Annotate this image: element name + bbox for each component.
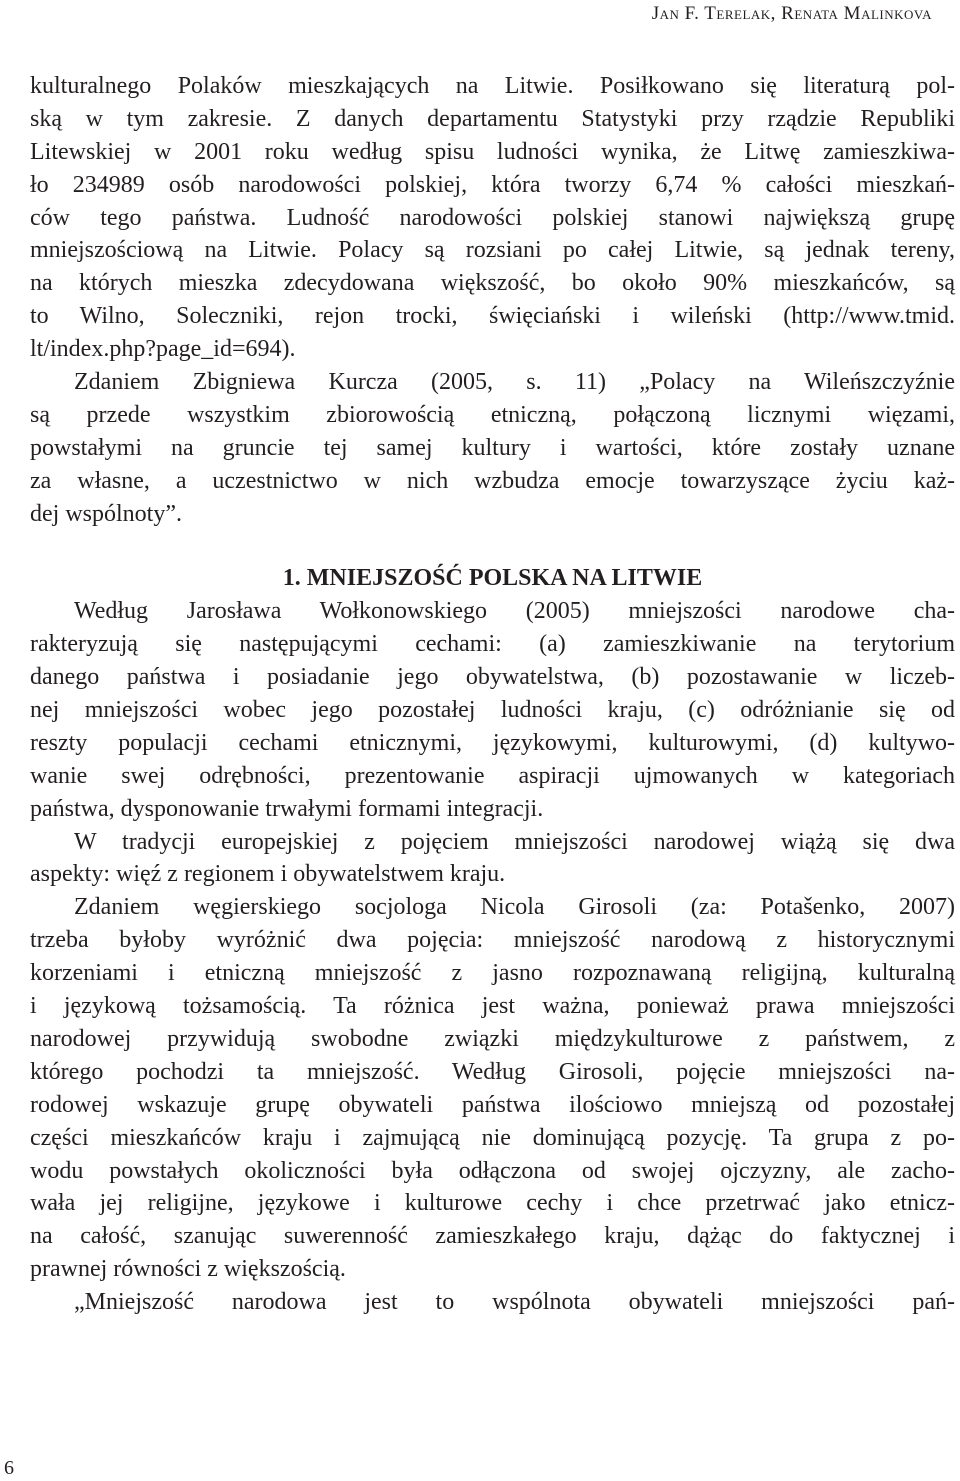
text-line: wanie swej odrębności, prezentowanie aspiracji ujmowanych w kategoriach (30, 762, 955, 789)
text-line: na całość, szanując suwerenność zamieszkałego kraju, dążąc do faktycznej i (30, 1223, 955, 1250)
text-line: za własne, a uczestnictwo w nich wzbudza emocje towarzyszące życiu każ- (30, 467, 955, 494)
text-line: rakteryzują się następującymi cechami: (a) zamieszkiwanie na terytorium (30, 631, 955, 658)
text-line: wała jej religijne, językowe i kulturowe cechy i chce przetrwać jako etnicz- (30, 1190, 955, 1217)
text-line: „Mniejszość narodowa jest to wspólnota obywateli mniejszości pań- (74, 1289, 955, 1316)
body-text (30, 70, 955, 1319)
text-line: wodu powstałych okoliczności była odłączona od swojej ojczyzny, ale zacho- (30, 1157, 955, 1184)
running-head: Jan F. Terelak, Renata Malinkova (651, 3, 932, 24)
text-line: narodowej przywidują swobodne związki międzykulturowe z państwem, z (30, 1025, 955, 1052)
text-line: danego państwa i posiadanie jego obywatelstwa, (b) pozostawanie w liczeb- (30, 664, 955, 691)
text-line: Litewskiej w 2001 roku według spisu ludności wynika, że Litwę zamieszkiwa- (30, 138, 955, 165)
text-line: prawnej równości z większością. (30, 1256, 346, 1283)
text-line: kulturalnego Polaków mieszkających na Litwie. Posiłkowano się literaturą pol- (30, 73, 955, 99)
text-line: rodowej wskazuje grupę obywateli państwa ilościowo mniejszą od pozostałej (30, 1091, 955, 1118)
paragraph-3 (30, 595, 955, 825)
text-line: powstałymi na gruncie tej samej kultury i wartości, które zostały uznane (30, 434, 955, 461)
paragraph-1 (30, 70, 955, 366)
text-line: trzeba byłoby wyróżnić dwa pojęcia: mniejszość narodową z historycznymi (30, 927, 955, 954)
heading-spacer (30, 530, 955, 562)
text-line: dej wspólnoty”. (30, 500, 182, 527)
text-line: państwa, dysponowanie trwałymi formami integracji. (30, 795, 544, 822)
section-heading: 1. MNIEJSZOŚĆ POLSKA NA LITWIE (282, 565, 703, 592)
text-line: Zdaniem węgierskiego socjologa Nicola Girosoli (za: Potašenko, 2007) (74, 894, 955, 921)
text-line: ców tego państwa. Ludność narodowości polskiej stanowi największą grupę (30, 204, 955, 231)
text-line: na których mieszka zdecydowana większość, bo około 90% mieszkańców, są (30, 270, 955, 297)
text-line: którego pochodzi ta mniejszość. Według Girosoli, pojęcie mniejszości na- (30, 1058, 955, 1085)
paragraph-5 (30, 891, 955, 1286)
paragraph-4 (30, 826, 955, 892)
text-line: aspekty: więź z regionem i obywatelstwem kraju. (30, 861, 506, 888)
text-line: reszty populacji cechami etnicznymi, językowymi, kulturowymi, (d) kultywo- (30, 729, 955, 756)
text-line: nej mniejszości wobec jego pozostałej ludności kraju, (c) odróżnianie się od (30, 697, 955, 724)
text-line: ską w tym zakresie. Z danych departamentu Statystyki przy rządzie Republiki (30, 105, 955, 132)
text-line: mniejszościową na Litwie. Polacy są rozsiani po całej Litwie, są jednak tereny, (30, 237, 955, 264)
text-line: korzeniami i etniczną mniejszość z jasno rozpoznawaną religijną, kulturalną (30, 960, 955, 987)
text-line: części mieszkańców kraju i zajmującą nie dominującą pozycję. Ta grupa z po- (30, 1124, 955, 1151)
text-line: Zdaniem Zbigniewa Kurcza (2005, s. 11) „Polacy na Wileńszczyźnie (74, 369, 955, 396)
text-line: lt/index.php?page_id=694). (30, 336, 296, 363)
paragraph-6 (30, 1286, 955, 1319)
text-line: W tradycji europejskiej z pojęciem mniejszości narodowej wiążą się dwa (74, 828, 955, 855)
text-line: i językową tożsamością. Ta różnica jest ważna, ponieważ prawa mniejszości (30, 993, 955, 1020)
page-number: 6 (4, 1457, 14, 1479)
paragraph-2 (30, 366, 955, 530)
text-line: są przede wszystkim zbiorowością etniczną, połączoną licznymi więzami, (30, 401, 955, 428)
text-line: ło 234989 osób narodowości polskiej, która tworzy 6,74 % całości mieszkań- (30, 171, 955, 198)
text-line: Według Jarosława Wołkonowskiego (2005) mniejszości narodowe cha- (74, 598, 955, 625)
text-line: to Wilno, Soleczniki, rejon trocki, święciański i wileński (http://www.tmid. (30, 303, 955, 330)
